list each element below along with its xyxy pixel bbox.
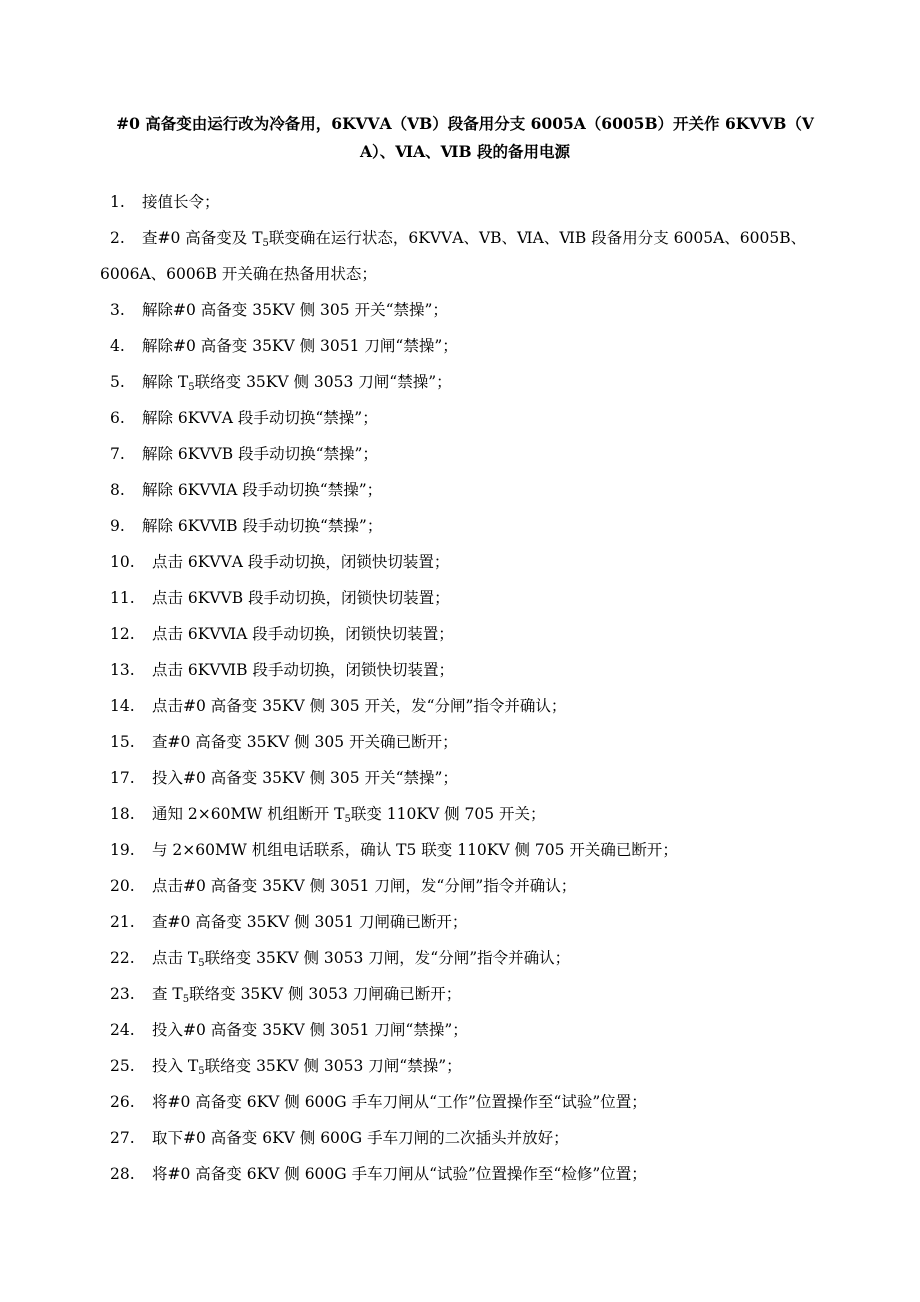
document-title [100,110,830,166]
step-text: 联络变 35KV 侧 3053 刀闸“禁操”； [204,1057,462,1075]
step-item [110,512,830,548]
step-text: 联变确在运行状态，6KVⅤA、ⅤB、ⅥA、ⅥB 段备用分支 6005A、6005B、 [268,229,807,247]
step-number: 14. [110,697,135,715]
step-text: 6006A、6006B 开关确在热备用状态； [100,265,377,283]
step-number: 4. [110,337,125,355]
step-number: 8. [110,481,125,499]
step-item [110,584,830,620]
step-text: 通知 2×60MW 机组断开 T [152,805,345,823]
step-number: 6. [110,409,125,427]
step-item [110,764,830,800]
step-item [110,728,830,764]
step-text: 解除 6KVⅥB 段手动切换“禁操”； [142,517,383,535]
step-item [110,548,830,584]
step-number: 11. [110,589,135,607]
step-text: 解除#0 高备变 35KV 侧 305 开关“禁操”； [142,301,448,319]
step-item [110,980,830,1016]
step-text: 点击#0 高备变 35KV 侧 305 开关，发“分闸”指令并确认； [152,697,567,715]
step-text: 联络变 35KV 侧 3053 刀闸“禁操”； [194,373,452,391]
step-item [110,1160,830,1196]
step-item [110,944,830,980]
step-text: 查#0 高备变 35KV 侧 305 开关确已断开； [152,733,458,751]
step-number: 10. [110,553,135,571]
step-subscript: 5 [344,814,351,825]
step-text: 接值长令； [142,193,220,211]
step-number: 15. [110,733,135,751]
step-subscript: 5 [198,958,205,969]
step-number: 23. [110,985,135,1003]
step-text: 投入#0 高备变 35KV 侧 3051 刀闸“禁操”； [152,1021,468,1039]
step-subscript: 5 [182,994,190,1005]
step-text: 联络变 35KV 侧 3053 刀闸，发“分闸”指令并确认； [204,949,571,967]
step-text: 解除 T [142,373,189,391]
step-item [110,1088,830,1124]
step-item [110,692,830,728]
step-subscript: 5 [188,382,195,393]
step-item [110,440,830,476]
step-number: 27. [110,1129,135,1147]
step-text: 点击 T [152,949,199,967]
step-item [110,836,830,872]
step-text: 查 T [152,985,183,1003]
step-number: 26. [110,1093,135,1111]
step-item [110,1124,830,1160]
step-text: 点击 6KVⅤB 段手动切换，闭锁快切装置； [152,589,450,607]
step-number: 17. [110,769,135,787]
title-line-2: A）、ⅥA、ⅥB 段的备用电源 [360,142,570,161]
step-subscript: 5 [198,1066,205,1077]
step-text: 与 2×60MW 机组电话联系，确认 T5 联变 110KV 侧 705 开关确已断开； [152,841,678,859]
step-text: 取下#0 高备变 6KV 侧 600G 手车刀闸的二次插头并放好； [152,1129,569,1147]
step-number: 18. [110,805,135,823]
step-number: 19. [110,841,135,859]
step-text: 点击#0 高备变 35KV 侧 3051 刀闸，发“分闸”指令并确认； [152,877,577,895]
step-item [110,332,830,368]
step-number: 25. [110,1057,135,1075]
step-subscript: 5 [262,238,269,249]
step-list [100,188,830,1196]
step-text: 投入 T [152,1057,199,1075]
step-number: 20. [110,877,135,895]
step-item [110,368,830,404]
step-text: 解除 6KVⅥA 段手动切换“禁操”； [142,481,383,499]
step-text: 查#0 高备变 35KV 侧 3051 刀闸确已断开； [152,913,468,931]
step-number: 13. [110,661,135,679]
step-number: 7. [110,445,125,463]
step-item [110,224,830,260]
step-text: 点击 6KVⅥA 段手动切换，闭锁快切装置； [152,625,454,643]
step-text: 点击 6KVⅤA 段手动切换，闭锁快切装置； [152,553,450,571]
title-line-1: #0 高备变由运行改为冷备用，6KVⅤA（ⅤB）段备用分支 6005A（6005B）开关作 6KVⅤB（Ⅴ [116,114,814,133]
step-number: 1. [110,193,125,211]
step-item [110,800,830,836]
step-text: 投入#0 高备变 35KV 侧 305 开关“禁操”； [152,769,458,787]
step-number: 28. [110,1165,135,1183]
step-item [110,1052,830,1088]
step-item [110,908,830,944]
step-text: 查#0 高备变及 T [142,229,263,247]
step-text: 将#0 高备变 6KV 侧 600G 手车刀闸从“试验”位置操作至“检修”位置； [152,1165,647,1183]
step-number: 12. [110,625,135,643]
step-item [110,1016,830,1052]
step-text: 联变 110KV 侧 705 开关； [350,805,546,823]
step-item [110,296,830,332]
step-number: 2. [110,229,125,247]
step-number: 9. [110,517,125,535]
step-text: 解除 6KVⅤB 段手动切换“禁操”； [142,445,378,463]
step-text: 解除#0 高备变 35KV 侧 3051 刀闸“禁操”； [142,337,458,355]
step-item [110,476,830,512]
step-text: 联络变 35KV 侧 3053 刀闸确已断开； [189,985,462,1003]
step-text: 将#0 高备变 6KV 侧 600G 手车刀闸从“工作”位置操作至“试验”位置； [152,1093,647,1111]
step-number: 5. [110,373,125,391]
step-continuation [100,260,830,296]
step-item [110,620,830,656]
step-text: 点击 6KVⅥB 段手动切换，闭锁快切装置； [152,661,454,679]
step-item [110,188,830,224]
step-item [110,872,830,908]
step-item [110,404,830,440]
step-number: 24. [110,1021,135,1039]
step-item [110,656,830,692]
step-number: 3. [110,301,125,319]
step-number: 22. [110,949,135,967]
step-text: 解除 6KVⅤA 段手动切换“禁操”； [142,409,378,427]
step-number: 21. [110,913,135,931]
